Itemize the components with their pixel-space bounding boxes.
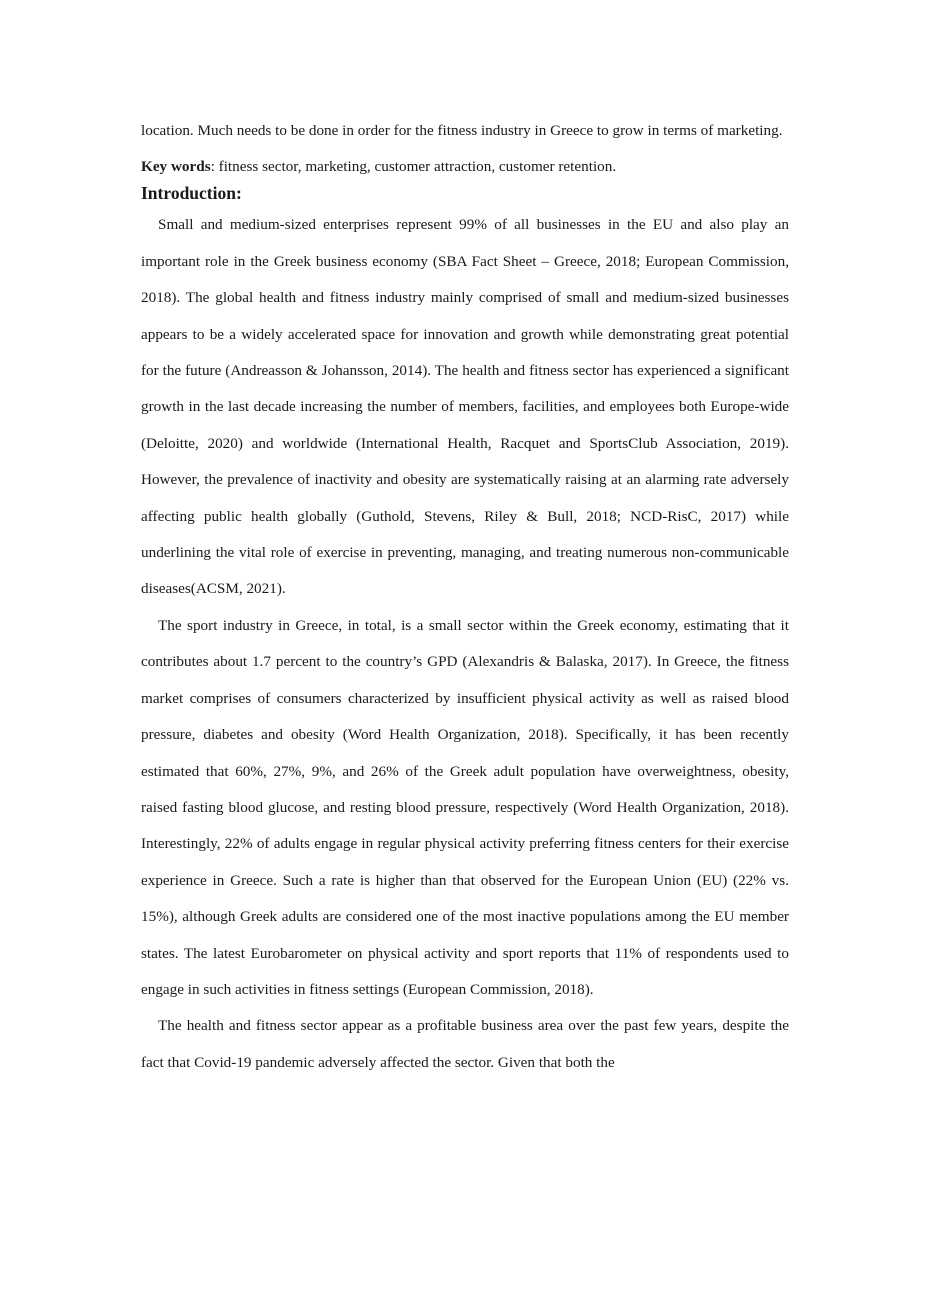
keywords-separator: : — [210, 158, 219, 176]
introduction-paragraph-3: The health and fitness sector appear as a profitable business area over the past few years, despite the fact that Covid-19 pandemic adversely affected the sector. Given that both the — [141, 1017, 789, 1071]
introduction-heading: Introduction: — [141, 183, 242, 204]
document-page — [141, 113, 789, 1081]
keywords-line — [141, 157, 789, 177]
keywords-text: fitness sector, marketing, customer attraction, customer retention. — [218, 158, 617, 176]
introduction-paragraph-2: The sport industry in Greece, in total, is a small sector within the Greek economy, estimating that it contributes about 1.7 percent to the country’s GPD (Alexandris & Balaska, 2017). In Greece, the fitness market comprises of consumers characterized by insufficient physical activity as well as raised blood pressure, diabetes and obesity (Word Health Organization, 2018). Specifically, it has been recently estimated that 60%, 27%, 9%, and 26% of the Greek adult population have overweightness, obesity, raised fasting blood glucose, and resting blood pressure, respectively (Word Health Organization, 2018). Interestingly, 22% of adults engage in regular physical activity preferring fitness centers for their exercise experience in Greece. Such a rate is higher than that observed for the European Union (EU) (22% vs. 15%), although Greek adults are considered one of the most inactive populations among the EU member states. The latest Eurobarometer on physical activity and sport reports that 11% of respondents used to engage in such activities in fitness settings (European Commission, 2018). — [141, 616, 789, 998]
introduction-paragraph-1: Small and medium-sized enterprises represent 99% of all businesses in the EU and also play an important role in the Greek business economy (SBA Fact Sheet – Greece, 2018; European Commission, 2018). The global health and fitness industry mainly comprised of small and medium-sized businesses appears to be a widely accelerated space for innovation and growth while demonstrating great potential for the future (Andreasson & Johansson, 2014). The health and fitness sector has experienced a significant growth in the last decade increasing the number of members, facilities, and employees both Europe-wide (Deloitte, 2020) and worldwide (International Health, Racquet and SportsClub Association, 2019). However, the prevalence of inactivity and obesity are systematically raising at an alarming rate adversely affecting public health globally (Guthold, Stevens, Riley & Bull, 2018; NCD-RisC, 2017) while underlining the vital role of exercise in preventing, managing, and treating numerous non-communicable diseases(ACSM, 2021). — [141, 216, 789, 598]
continuation-paragraph: location. Much needs to be done in order for the fitness industry in Greece to grow in terms of marketing. — [141, 122, 783, 139]
keywords-label: Key words — [141, 158, 211, 176]
